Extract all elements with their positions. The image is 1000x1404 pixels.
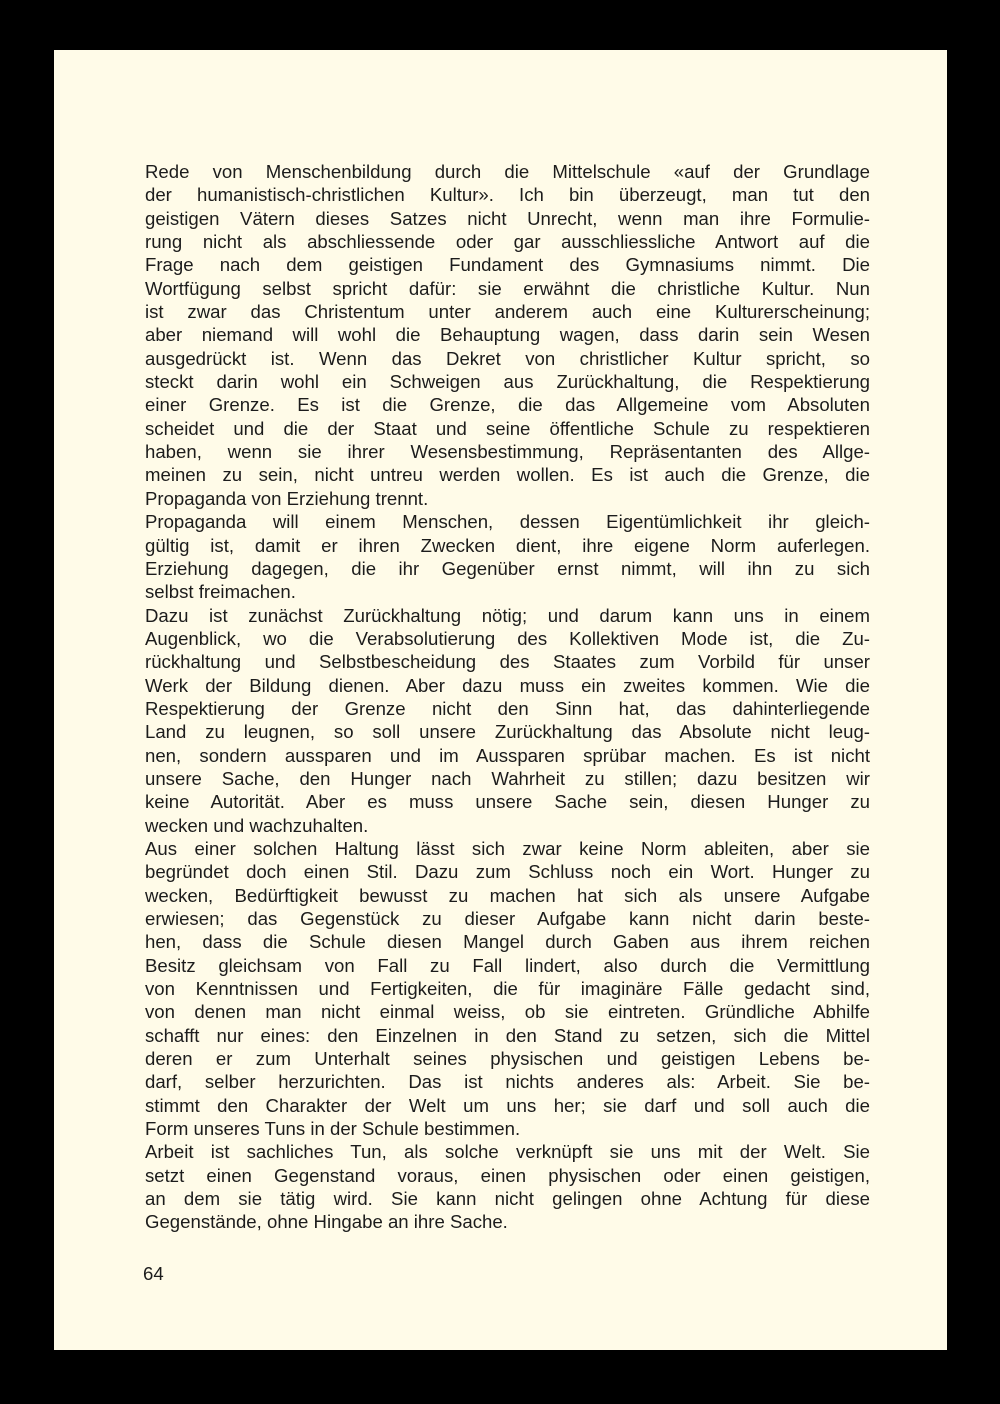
text-line: rung nicht als abschliessende oder gar ausschliessliche Antwort auf die xyxy=(145,231,870,253)
text-line: hen, dass die Schule diesen Mangel durch Gaben aus ihrem reichen xyxy=(145,931,870,953)
text-line: Rede von Menschenbildung durch die Mittelschule «auf der Grundlage xyxy=(145,161,870,182)
text-line: begründet doch einen Stil. Dazu zum Schluss noch ein Wort. Hunger zu xyxy=(145,861,870,883)
text-line: wecken und wachzuhalten. xyxy=(145,814,369,836)
text-line: gültig ist, damit er ihren Zwecken dient, ihre eigene Norm auferlegen. xyxy=(145,534,870,556)
text-line: Erziehung dagegen, die ihr Gegenüber ernst nimmt, will ihn zu sich xyxy=(145,557,870,579)
text-line: Land zu leugnen, so soll unsere Zurückhaltung das Absolute nicht leug- xyxy=(145,721,870,743)
paragraph xyxy=(145,604,870,837)
text-line: Propaganda von Erziehung trennt. xyxy=(145,487,429,509)
text-line: deren er zum Unterhalt seines physischen und geistigen Lebens be- xyxy=(145,1048,870,1070)
paragraph xyxy=(145,510,870,603)
text-line: haben, wenn sie ihrer Wesensbestimmung, Repräsentanten des Allge- xyxy=(145,441,870,463)
text-line: darf, selber herzurichten. Das ist nichts anderes als: Arbeit. Sie be- xyxy=(145,1071,870,1093)
text-line: erwiesen; das Gegenstück zu dieser Aufgabe kann nicht darin beste- xyxy=(145,908,870,929)
text-line: selbst freimachen. xyxy=(145,581,296,603)
text-line: rückhaltung und Selbstbescheidung des Staates zum Vorbild für unser xyxy=(145,651,870,673)
text-line: einer Grenze. Es ist die Grenze, die das Allgemeine vom Absoluten xyxy=(145,394,870,416)
text-line: Gegenstände, ohne Hingabe an ihre Sache. xyxy=(145,1211,508,1233)
paragraph xyxy=(145,160,870,510)
body-text xyxy=(145,160,870,1234)
text-line: ist zwar das Christentum unter anderem auch eine Kulturerscheinung; xyxy=(145,301,870,323)
paragraph xyxy=(145,1140,870,1233)
text-line: meinen zu sein, nicht untreu werden wollen. Es ist auch die Grenze, die xyxy=(145,464,870,486)
text-line: Augenblick, wo die Verabsolutierung des Kollektiven Mode ist, die Zu- xyxy=(145,627,870,649)
text-line: setzt einen Gegenstand voraus, einen physischen oder einen geistigen, xyxy=(145,1164,870,1186)
text-line: Werk der Bildung dienen. Aber dazu muss ein zweites kommen. Wie die xyxy=(145,674,870,696)
text-line: Wortfügung selbst spricht dafür: sie erwähnt die christliche Kultur. Nun xyxy=(145,277,870,299)
text-line: geistigen Vätern dieses Satzes nicht Unrecht, wenn man ihre Formulie- xyxy=(145,207,870,229)
text-line: steckt darin wohl ein Schweigen aus Zurückhaltung, die Respektierung xyxy=(145,371,870,393)
text-line: nen, sondern aussparen und im Aussparen sprübar machen. Es ist nicht xyxy=(145,744,870,766)
text-line: stimmt den Charakter der Welt um uns her; sie darf und soll auch die xyxy=(145,1094,870,1116)
paragraph xyxy=(145,837,870,1140)
text-line: keine Autorität. Aber es muss unsere Sache sein, diesen Hunger zu xyxy=(145,791,870,813)
text-line: ausgedrückt ist. Wenn das Dekret von christlicher Kultur spricht, so xyxy=(145,347,870,369)
text-line: der humanistisch-christlichen Kultur». Ich bin überzeugt, man tut den xyxy=(145,184,870,206)
text-line: wecken, Bedürftigkeit bewusst zu machen hat sich als unsere Aufgabe xyxy=(145,884,870,906)
text-line: Frage nach dem geistigen Fundament des Gymnasiums nimmt. Die xyxy=(145,254,870,276)
text-line: Arbeit ist sachliches Tun, als solche verknüpft sie uns mit der Welt. Sie xyxy=(145,1141,870,1163)
document-page xyxy=(54,50,947,1350)
text-line: von Kenntnissen und Fertigkeiten, die für imaginäre Fälle gedacht sind, xyxy=(145,978,870,1000)
text-line: Dazu ist zunächst Zurückhaltung nötig; und darum kann uns in einem xyxy=(145,604,870,626)
text-line: Besitz gleichsam von Fall zu Fall lindert, also durch die Vermittlung xyxy=(145,954,870,976)
text-line: Aus einer solchen Haltung lässt sich zwar keine Norm ableiten, aber sie xyxy=(145,837,870,859)
text-line: aber niemand will wohl die Behauptung wagen, dass darin sein Wesen xyxy=(145,324,870,346)
page-number: 64 xyxy=(143,1263,164,1284)
text-line: unsere Sache, den Hunger nach Wahrheit zu stillen; dazu besitzen wir xyxy=(145,767,870,789)
text-line: Form unseres Tuns in der Schule bestimmen. xyxy=(145,1118,521,1140)
text-line: an dem sie tätig wird. Sie kann nicht gelingen ohne Achtung für diese xyxy=(145,1188,870,1210)
text-line: scheidet und die der Staat und seine öffentliche Schule zu respektieren xyxy=(145,417,870,439)
text-line: Respektierung der Grenze nicht den Sinn hat, das dahinterliegende xyxy=(145,697,870,719)
text-line: schafft nur eines: den Einzelnen in den Stand zu setzen, sich die Mittel xyxy=(145,1024,870,1046)
text-line: von denen man nicht einmal weiss, ob sie eintreten. Gründliche Abhilfe xyxy=(145,1001,870,1023)
text-line: Propaganda will einem Menschen, dessen Eigentümlichkeit ihr gleich- xyxy=(145,511,870,533)
